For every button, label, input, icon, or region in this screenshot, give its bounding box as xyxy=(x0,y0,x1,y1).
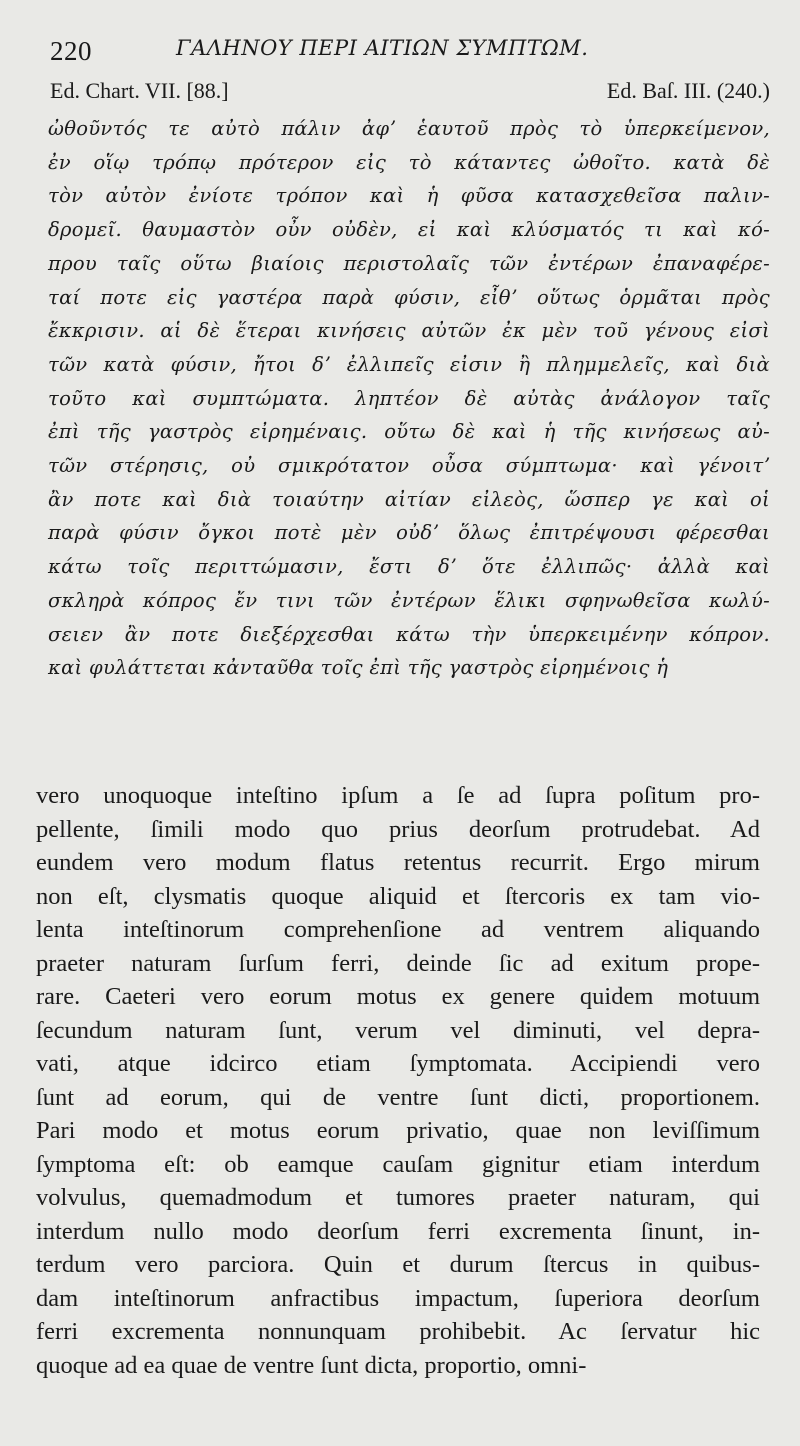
greek-text-line: τῶν κατὰ φύσιν, ἤτοι δʼ ἐλλιπεῖς εἰσιν ἢ πλημμελεῖς, καὶ διὰ xyxy=(48,352,770,376)
latin-text-line: quoque ad ea quae de ventre ſunt dicta, proportio, omni- xyxy=(36,1351,587,1379)
greek-text-block xyxy=(48,112,770,685)
greek-text-line: ἔκκρισιν. αἱ δὲ ἕτεραι κινήσεις αὐτῶν ἐκ μὲν τοῦ γένους εἰσὶ xyxy=(48,319,770,343)
latin-text-line: rare. Caeteri vero eorum motus ex genere quidem motuum xyxy=(36,983,760,1010)
latin-text-line: eundem vero modum flatus retentus recurrit. Ergo mirum xyxy=(36,849,760,876)
latin-text-line: volvulus, quemadmodum et tumores praeter naturam, qui xyxy=(36,1184,760,1211)
greek-text-line: ἐν οἵῳ τρόπῳ πρότερον εἰς τὸ κάταντες ὠθοῖτο. κατὰ δὲ xyxy=(48,150,770,174)
latin-text-line: ſunt ad eorum, qui de ventre ſunt dicti, proportionem. xyxy=(36,1083,760,1111)
greek-text-line: ἐπὶ τῆς γαστρὸς εἰρημέναις. οὕτω δὲ καὶ ἡ τῆς κινήσεως αὐ- xyxy=(48,420,770,444)
greek-text-line: τοῦτο καὶ συμπτώματα. ληπτέον δὲ αὐτὰς ἀνάλογον ταῖς xyxy=(48,386,770,410)
latin-text-line: terdum vero parciora. Quin et durum ſtercus in quibus- xyxy=(36,1251,760,1278)
edition-references xyxy=(50,78,770,108)
greek-text-line: ὠθοῦντός τε αὐτὸ πάλιν ἀφʼ ἑαυτοῦ πρὸς τὸ ὑπερκείμενον, xyxy=(48,117,770,140)
greek-text-line: σκληρὰ κόπρος ἔν τινι τῶν ἐντέρων ἕλικι σφηνωθεῖσα κωλύ- xyxy=(48,588,770,612)
latin-text-line: pellente, ſimili modo quo prius deorſum protrudebat. Ad xyxy=(36,815,760,843)
latin-text-line: interdum nullo modo deorſum ferri excrementa ſinunt, in- xyxy=(36,1217,760,1245)
greek-text-line: τῶν στέρησις, οὐ σμικρότατον οὖσα σύμπτωμα· καὶ γένοιτʼ xyxy=(48,454,770,478)
latin-text-line: vati, atque idcirco etiam ſymptomata. Accipiendi vero xyxy=(36,1050,760,1077)
greek-text-line: σειεν ἂν ποτε διεξέρχεσθαι κάτω τὴν ὑπερκειμένην κόπρον. xyxy=(48,622,770,646)
page-number: 220 xyxy=(50,36,92,66)
greek-text-line: ἂν ποτε καὶ διὰ τοιαύτην αἰτίαν εἰλεὸς, ὥσπερ γε καὶ οἱ xyxy=(48,487,770,511)
latin-text-line: non eſt, clysmatis quoque aliquid et ſtercoris ex tam vio- xyxy=(36,882,760,910)
running-title: ΓΑΛΗΝΟΥ ΠΕΡΙ ΑΙΤΙΩΝ ΣΥΜΠΤΩΜ. xyxy=(176,36,589,60)
greek-text-line: καὶ φυλάττεται κἀνταῦθα τοῖς ἐπὶ τῆς γαστρὸς εἰρημένοις ἡ xyxy=(48,656,669,680)
greek-text-line: δρομεῖ. θαυμαστὸν οὖν οὐδὲν, εἰ καὶ κλύσματός τι καὶ κό- xyxy=(48,218,770,242)
greek-text-line: τὸν αὐτὸν ἐνίοτε τρόπον καὶ ἡ φῦσα κατασχεθεῖσα παλιν- xyxy=(48,184,770,208)
latin-text-line: ſecundum naturam ſunt, verum vel diminuti, vel depra- xyxy=(36,1016,760,1044)
latin-text-line: praeter naturam ſurſum ferri, deinde ſic ad exitum prope- xyxy=(36,949,760,977)
latin-text-line: ferri excrementa nonnunquam prohibebit. Ac ſervatur hic xyxy=(36,1318,760,1345)
latin-text-line: Pari modo et motus eorum privatio, quae non leviſſimum xyxy=(36,1117,760,1144)
greek-text-line: κάτω τοῖς περιττώμασιν, ἔστι δʼ ὅτε ἐλλιπῶς· ἀλλὰ καὶ xyxy=(48,555,770,579)
page-header xyxy=(50,28,770,68)
greek-text-line: πρου ταῖς οὕτω βιαίοις περιστολαῖς τῶν ἐντέρων ἐπαναφέρε- xyxy=(48,251,770,275)
latin-text-line: ſymptoma eſt: ob eamque cauſam gignitur etiam interdum xyxy=(36,1150,760,1178)
latin-text-line: vero unoquoque inteſtino ipſum a ſe ad ſupra poſitum pro- xyxy=(36,782,760,809)
latin-text-block xyxy=(36,779,760,1382)
greek-text-line: παρὰ φύσιν ὄγκοι ποτὲ μὲν οὐδʼ ὅλως ἐπιτρέψουσι φέρεσθαι xyxy=(48,521,770,545)
latin-text-line: dam inteſtinorum anfractibus impactum, ſuperiora deorſum xyxy=(36,1284,760,1312)
latin-text-line: lenta inteſtinorum comprehenſione ad ventrem aliquando xyxy=(36,916,760,943)
edition-basel-reference: Ed. Baſ. III. (240.) xyxy=(606,78,770,103)
greek-text-line: ταί ποτε εἰς γαστέρα παρὰ φύσιν, εἶθʼ οὕτως ὁρμᾶται πρὸς xyxy=(48,285,770,309)
edition-chartier-reference: Ed. Chart. VII. [88.] xyxy=(50,78,229,103)
